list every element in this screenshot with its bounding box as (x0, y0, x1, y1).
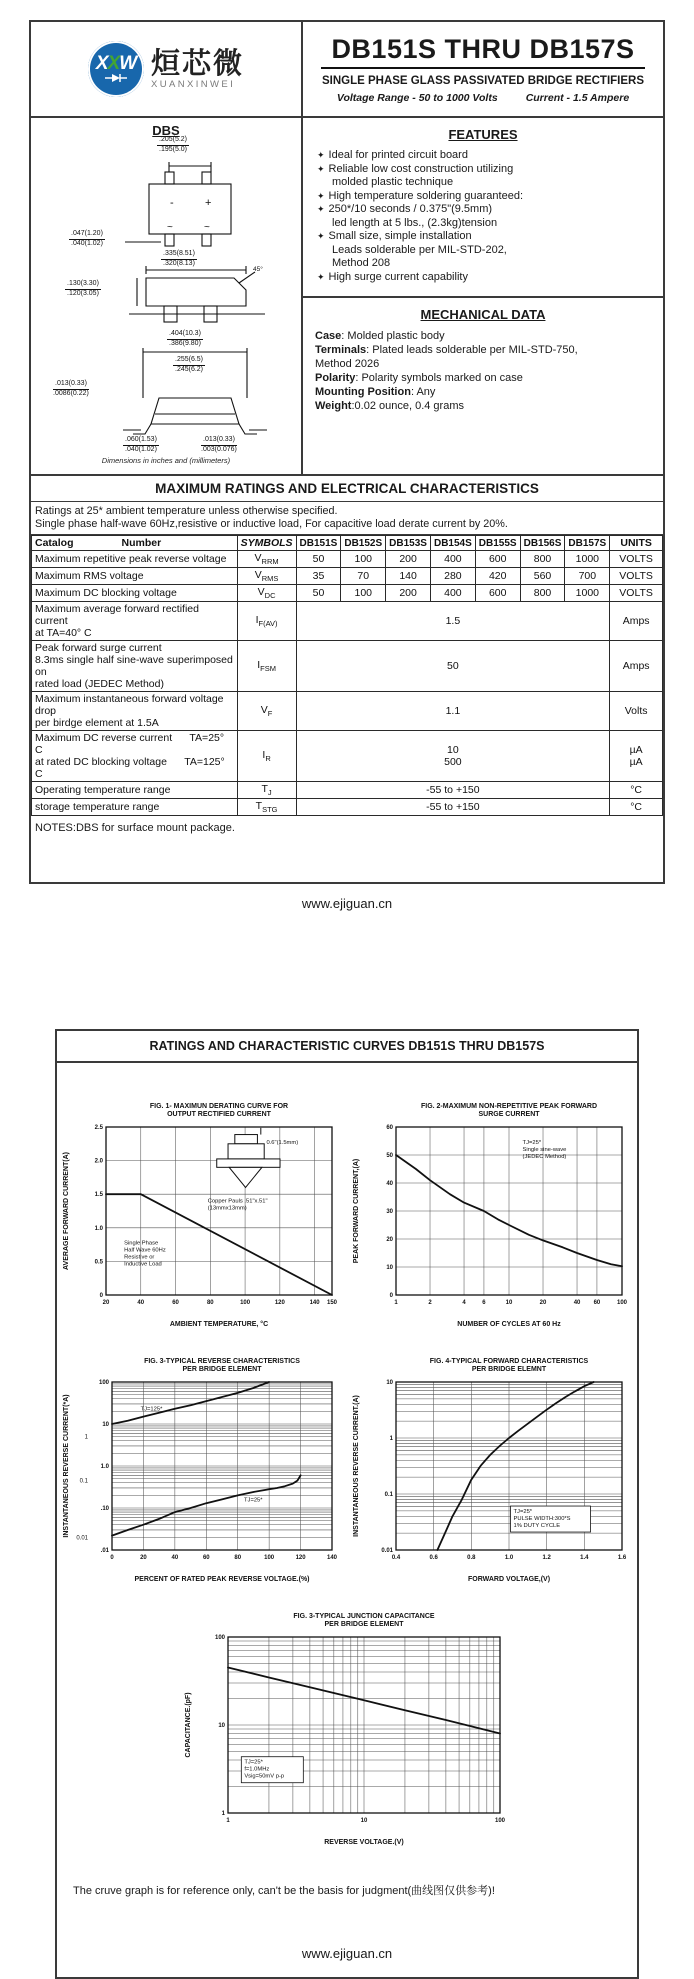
logo-mark-icon (88, 41, 144, 97)
svg-text:TJ=25*: TJ=25* (244, 1760, 263, 1767)
svg-text:1: 1 (389, 1436, 393, 1443)
svg-text:30: 30 (386, 1209, 393, 1216)
svg-text:FIG. 4-TYPICAL FORWARD CHARACT: FIG. 4-TYPICAL FORWARD CHARACTERISTICS (429, 1358, 589, 1366)
svg-text:0.01: 0.01 (381, 1548, 393, 1555)
feature-item: ✦ High temperature soldering guaranteed: (317, 189, 524, 202)
svg-text:150: 150 (326, 1300, 338, 1307)
header (31, 22, 663, 118)
features-title: FEATURES (448, 127, 518, 142)
svg-text:REVERSE VOLTAGE.(V): REVERSE VOLTAGE.(V) (324, 1839, 404, 1847)
dim-lead-thickness: .013(0.33) .0086(0.22) (53, 380, 89, 397)
ratings-condition-line: Ratings at 25* ambient temperature unless otherwise specified. (35, 505, 338, 517)
svg-text:6: 6 (482, 1300, 486, 1307)
value-cell: -55 to +150 (296, 782, 610, 799)
svg-text:100: 100 (264, 1555, 275, 1562)
bullet-icon: ✦ (317, 163, 325, 174)
footnote: NOTES:DBS for surface mount package. (35, 822, 235, 835)
svg-text:100: 100 (98, 1380, 109, 1387)
param-cell: storage temperature range (32, 799, 238, 816)
param-cell: Peak forward surge current 8.3ms single half sine-wave superimposed on rated load (JEDEC Method) (32, 641, 238, 692)
symbol-cell: $I_{F(AV)}$ (237, 602, 296, 641)
title-underline (321, 67, 644, 70)
datasheet-page-1 (29, 20, 665, 884)
current-rating: Current - 1.5 Ampere (525, 92, 630, 105)
company-logo (31, 22, 303, 116)
table-row (32, 551, 663, 568)
svg-text:INSTANTANEOUS REVERSE CURRENT.: INSTANTANEOUS REVERSE CURRENT.(A) (353, 1395, 360, 1538)
svg-text:2: 2 (428, 1300, 432, 1307)
value-cell: 600 (475, 585, 520, 602)
title-block (303, 22, 663, 116)
svg-text:120: 120 (274, 1300, 285, 1307)
mechanical-data-line: Method 2026 (315, 358, 380, 370)
unit-cell: °C (610, 782, 663, 799)
svg-text:20: 20 (386, 1237, 393, 1244)
fig4-chart (350, 1352, 634, 1584)
svg-text:0.1: 0.1 (384, 1492, 393, 1499)
svg-text:1.4: 1.4 (580, 1555, 589, 1562)
svg-text:TJ=125*: TJ=125* (140, 1407, 163, 1414)
col-header-part: DB155S (475, 536, 520, 551)
svg-text:2.5: 2.5 (94, 1125, 103, 1132)
mechanical-data-line: Polarity: Polarity symbols marked on case (315, 372, 523, 384)
package-outline-drawing (31, 162, 301, 452)
svg-text:FIG. 3-TYPICAL REVERSE CHARACT: FIG. 3-TYPICAL REVERSE CHARACTERISTICS (144, 1358, 300, 1366)
unit-cell: VOLTS (610, 551, 663, 568)
svg-text:PERCENT OF RATED PEAK REVERSE: PERCENT OF RATED PEAK REVERSE VOLTAGE.(%) (134, 1576, 310, 1584)
table-row (32, 585, 663, 602)
svg-text:0.6"(1.5mm): 0.6"(1.5mm) (266, 1140, 299, 1147)
value-cell: 35 (296, 568, 341, 585)
svg-text:AVERAGE FORWARD CURRENT(A): AVERAGE FORWARD CURRENT(A) (63, 1152, 70, 1271)
value-cell: 50 (296, 641, 610, 692)
symbol-cell: $T_{STG}$ (237, 799, 296, 816)
dim-pin-width: .047(1.20) .040(1.02) (71, 230, 103, 247)
middle-section (31, 118, 663, 476)
svg-text:Single sine-wave: Single sine-wave (522, 1147, 567, 1154)
bullet-icon: ✦ (317, 204, 325, 214)
fig5 (182, 1607, 512, 1852)
table-header-row (32, 536, 663, 551)
feature-item: Method 208 (332, 257, 391, 269)
table-row (32, 641, 663, 692)
svg-text:.01: .01 (100, 1548, 109, 1555)
unit-cell: Volts (610, 692, 663, 731)
diode-icon (104, 73, 128, 83)
svg-text:1.6: 1.6 (617, 1555, 627, 1562)
features-section (303, 118, 663, 298)
bullet-icon: ✦ (317, 271, 325, 282)
svg-text:0.01: 0.01 (76, 1535, 88, 1542)
svg-text:PER BRIDGE ELEMENT: PER BRIDGE ELEMENT (324, 1621, 404, 1629)
col-header-units: UNITS (610, 536, 663, 551)
fig1 (60, 1097, 344, 1334)
col-header-catalog: Catalog Number (32, 536, 238, 551)
svg-text:f=1.0MHz: f=1.0MHz (244, 1767, 270, 1774)
value-cell: 800 (520, 551, 565, 568)
drawing-caption: Dimensions in inches and (millimeters) (101, 456, 231, 465)
col-header-part: DB152S (341, 536, 386, 551)
value-cell: 800 (520, 585, 565, 602)
svg-text:Inductive Load: Inductive Load (124, 1262, 162, 1269)
svg-text:140: 140 (309, 1300, 320, 1307)
value-cell: 10 500 (296, 731, 610, 782)
svg-text:120: 120 (295, 1555, 306, 1562)
svg-text:80: 80 (206, 1300, 214, 1307)
svg-text:40: 40 (386, 1181, 393, 1188)
svg-text:FIG. 2-MAXIMUM NON-REPETITIVE: FIG. 2-MAXIMUM NON-REPETITIVE PEAK FORWARD (420, 1103, 598, 1111)
value-cell: 700 (565, 568, 610, 585)
svg-text:20: 20 (539, 1300, 547, 1307)
svg-text:Half Wave 60Hz: Half Wave 60Hz (124, 1248, 166, 1255)
unit-cell: µA µA (610, 731, 663, 782)
dim-pin-pitch: .205(5.2) .195(5.0) (159, 136, 188, 153)
svg-text:1: 1 (84, 1435, 88, 1442)
svg-text:OUTPUT RECTIFIED CURRENT: OUTPUT RECTIFIED CURRENT (167, 1111, 271, 1119)
feature-item: molded plastic technique (332, 176, 454, 188)
fig1-chart (60, 1097, 344, 1329)
page-title: DB151S THRU DB157S (331, 33, 635, 64)
svg-text:40: 40 (137, 1300, 145, 1307)
value-cell: 400 (430, 585, 475, 602)
value-cell: 420 (475, 568, 520, 585)
col-header-part: DB157S (565, 536, 610, 551)
mechanical-data-section (303, 298, 663, 423)
dim-body-top-width: .255(6.5) .245(6.2) (175, 356, 204, 373)
ac-mark-1: ~ (167, 222, 173, 233)
symbol-cell: $V_{DC}$ (237, 585, 296, 602)
mechanical-data-line: Weight:0.02 ounce, 0.4 grams (315, 400, 464, 412)
value-cell: 1.1 (296, 692, 610, 731)
ratings-table (31, 535, 663, 816)
svg-text:(JEDEC Method): (JEDEC Method) (522, 1154, 567, 1161)
svg-text:INSTANTANEOUS REVERSE CURRENT(: INSTANTANEOUS REVERSE CURRENT(*A) (63, 1394, 70, 1539)
svg-text:10: 10 (386, 1380, 393, 1387)
svg-text:60: 60 (593, 1300, 601, 1307)
svg-text:TJ=25*: TJ=25* (244, 1497, 263, 1504)
value-cell: 1.5 (296, 602, 610, 641)
feature-item: ✦ Ideal for printed circuit board (317, 149, 468, 161)
param-cell: Maximum average forward rectified current at TA=40° C (32, 602, 238, 641)
col-header-symbols: SYMBOLS (237, 536, 296, 551)
dim-lead-width: .060(1.53) .040(1.02) (125, 436, 157, 453)
mech-list (315, 329, 651, 413)
param-cell: Maximum DC blocking voltage (32, 585, 238, 602)
svg-text:0.1: 0.1 (79, 1479, 88, 1486)
bullet-icon: ✦ (317, 231, 325, 241)
svg-text:Single Phase: Single Phase (124, 1241, 159, 1248)
ratings-section-title: MAXIMUM RATINGS AND ELECTRICAL CHARACTERISTICS (31, 476, 663, 502)
col-header-part: DB154S (430, 536, 475, 551)
subtitle: SINGLE PHASE GLASS PASSIVATED BRIDGE RECTIFIERS (321, 75, 645, 88)
fig5-chart (182, 1607, 512, 1847)
package-drawing (31, 118, 303, 474)
symbol-cell: $T_J$ (237, 782, 296, 799)
value-cell: 560 (520, 568, 565, 585)
col-header-part: DB156S (520, 536, 565, 551)
value-cell: 200 (386, 585, 431, 602)
svg-text:0.5: 0.5 (94, 1259, 103, 1266)
value-cell: 140 (386, 568, 431, 585)
svg-text:PULSE WIDTH:300*S: PULSE WIDTH:300*S (513, 1516, 571, 1523)
svg-text:1.0: 1.0 (504, 1555, 514, 1562)
svg-text:100: 100 (214, 1635, 225, 1642)
svg-text:NUMBER OF CYCLES AT 60 Hz: NUMBER OF CYCLES AT 60 Hz (457, 1321, 561, 1329)
symbol-cell: $V_{RMS}$ (237, 568, 296, 585)
svg-text:1: 1 (221, 1811, 225, 1818)
logo-letters: XXW (95, 53, 137, 74)
table-row (32, 799, 663, 816)
ratings-conditions (31, 502, 663, 535)
dim-body-width: .335(8.51) .320(8.13) (163, 250, 195, 267)
curves-page-title: RATINGS AND CHARACTERISTIC CURVES DB151S THRU DB157S (57, 1031, 637, 1063)
svg-text:SURGE CURRENT: SURGE CURRENT (478, 1111, 540, 1119)
svg-text:1.0: 1.0 (94, 1226, 103, 1233)
table-row (32, 731, 663, 782)
svg-text:40: 40 (573, 1300, 581, 1307)
svg-text:0: 0 (110, 1555, 114, 1562)
value-cell: 400 (430, 551, 475, 568)
svg-text:10: 10 (102, 1422, 109, 1429)
curves-page (55, 1029, 639, 1979)
ratings-summary (337, 92, 629, 104)
polarity-minus-mark: - (170, 197, 174, 209)
charts-grid (57, 1063, 637, 1852)
ac-mark-2: ~ (204, 222, 210, 233)
param-cell: Operating temperature range (32, 782, 238, 799)
svg-text:4: 4 (462, 1300, 466, 1307)
svg-text:1.2: 1.2 (542, 1555, 551, 1562)
fig2-chart (350, 1097, 634, 1329)
value-cell: 70 (341, 568, 386, 585)
svg-text:100: 100 (616, 1300, 628, 1307)
svg-text:PER BRIDGE ELEMENT: PER BRIDGE ELEMENT (182, 1366, 262, 1374)
svg-text:10: 10 (360, 1818, 368, 1825)
value-cell: -55 to +150 (296, 799, 610, 816)
col-header-part: DB151S (296, 536, 341, 551)
svg-text:AMBIENT TEMPERATURE, °C: AMBIENT TEMPERATURE, °C (169, 1321, 269, 1329)
svg-text:PER BRIDGE ELEMNT: PER BRIDGE ELEMNT (471, 1366, 547, 1374)
svg-text:40: 40 (171, 1555, 179, 1562)
value-cell: 100 (341, 551, 386, 568)
svg-text:PEAK FORWARD CURRENT,(A): PEAK FORWARD CURRENT,(A) (353, 1159, 360, 1264)
value-cell: 600 (475, 551, 520, 568)
svg-text:60: 60 (202, 1555, 210, 1562)
symbol-cell: $V_{RRM}$ (237, 551, 296, 568)
value-cell: 1000 (565, 551, 610, 568)
bullet-icon: ✦ (317, 190, 325, 201)
table-row (32, 568, 663, 585)
right-column (303, 118, 663, 474)
logo-english-name: XUANXINWEI (150, 78, 236, 90)
svg-text:1.5: 1.5 (94, 1192, 103, 1199)
value-cell: 50 (296, 585, 341, 602)
svg-text:Resistive or: Resistive or (124, 1255, 155, 1262)
svg-text:TJ=25*: TJ=25* (513, 1509, 533, 1516)
feature-item: ✦ Small size, simple installation (317, 230, 472, 242)
disclaimer-text: The cruve graph is for reference only, can't be the basis for judgment(曲线图仅供参考)! (73, 1885, 495, 1898)
svg-text:10: 10 (218, 1723, 225, 1730)
svg-text:0.6: 0.6 (429, 1555, 438, 1562)
bullet-icon: ✦ (317, 150, 325, 160)
package-name: DBS (152, 123, 180, 138)
unit-cell: VOLTS (610, 585, 663, 602)
svg-text:(13mmx13mm): (13mmx13mm) (207, 1206, 247, 1213)
svg-text:60: 60 (386, 1125, 393, 1132)
feature-item: ✦ High surge current capability (317, 270, 468, 283)
value-cell: 1000 (565, 585, 610, 602)
svg-text:140: 140 (326, 1555, 338, 1562)
unit-cell: Amps (610, 641, 663, 692)
svg-text:TJ=25*: TJ=25* (522, 1140, 542, 1147)
symbol-cell: $I_{FSM}$ (237, 641, 296, 692)
logo-chinese-name: 烜芯微 (150, 47, 244, 80)
dim-body-height: .130(3.30) .120(3.05) (67, 280, 99, 297)
features-list (317, 149, 649, 284)
svg-text:100: 100 (240, 1300, 251, 1307)
unit-cell: Amps (610, 602, 663, 641)
svg-text:1.0: 1.0 (100, 1464, 109, 1471)
website-link[interactable]: www.ejiguan.cn (301, 1946, 393, 1962)
param-cell: Maximum repetitive peak reverse voltage (32, 551, 238, 568)
svg-text:10: 10 (386, 1265, 393, 1272)
svg-text:0.4: 0.4 (391, 1555, 401, 1562)
unit-cell: °C (610, 799, 663, 816)
unit-cell: VOLTS (610, 568, 663, 585)
svg-text:CAPACITANCE.(pF): CAPACITANCE.(pF) (185, 1692, 192, 1759)
fig3 (60, 1352, 344, 1589)
svg-text:20: 20 (102, 1300, 110, 1307)
voltage-range: Voltage Range - 50 to 1000 Volts (336, 92, 498, 105)
table-row (32, 782, 663, 799)
svg-text:FORWARD VOLTAGE,(V): FORWARD VOLTAGE,(V) (467, 1576, 551, 1584)
svg-text:1: 1 (226, 1818, 230, 1825)
svg-text:0.8: 0.8 (467, 1555, 476, 1562)
svg-text:FIG. 1- MAXIMUN DERATING CURVE: FIG. 1- MAXIMUN DERATING CURVE FOR (149, 1103, 289, 1111)
svg-text:80: 80 (234, 1555, 242, 1562)
svg-text:2.0: 2.0 (94, 1159, 103, 1166)
svg-text:50: 50 (386, 1153, 393, 1160)
website-link[interactable]: www.ejiguan.cn (301, 896, 393, 912)
feature-item: led length at 5 lbs., (2.3kg)tension (332, 216, 498, 229)
dim-overall-width: .404(10.3) .386(9.80) (169, 330, 201, 347)
svg-text:60: 60 (172, 1300, 179, 1307)
svg-text:Copper Pauls .51"x.51": Copper Pauls .51"x.51" (207, 1199, 268, 1206)
feature-item: ✦ 250*/10 seconds / 0.375"(9.5mm) (317, 203, 493, 215)
param-cell: Maximum instantaneous forward voltage drop per birdge element at 1.5A (32, 692, 238, 731)
svg-text:0: 0 (389, 1293, 393, 1300)
ratings-condition-line: Single phase half-wave 60Hz,resistive or inductive load, For capacitive load derate current by 20%. (35, 518, 508, 530)
svg-text:.10: .10 (100, 1506, 109, 1513)
svg-text:FIG. 3-TYPICAL JUNCTION CAPACI: FIG. 3-TYPICAL JUNCTION CAPACITANCE (293, 1613, 435, 1621)
symbol-cell: $I_R$ (237, 731, 296, 782)
table-row (32, 602, 663, 641)
svg-text:10: 10 (505, 1300, 513, 1307)
value-cell: 50 (296, 551, 341, 568)
table-row (32, 692, 663, 731)
fig3-chart (60, 1352, 344, 1584)
fig2 (350, 1097, 634, 1334)
svg-text:Vsig=50mV p-p: Vsig=50mV p-p (244, 1774, 285, 1781)
dim-chamfer-angle: 45° (253, 266, 263, 273)
logo-text (151, 49, 244, 90)
param-cell: Maximum DC reverse current TA=25° C at rated DC blocking voltage TA=125° C (32, 731, 238, 782)
fig4 (350, 1352, 634, 1589)
dim-standoff: .013(0.33) .003(0.076) (201, 436, 237, 453)
feature-item: Leads solderable per MIL-STD-202, (332, 243, 507, 256)
svg-text:1: 1 (394, 1300, 398, 1307)
value-cell: 100 (341, 585, 386, 602)
mechanical-data-line: Terminals: Plated leads solderable per MIL-STD-750, (315, 344, 578, 356)
svg-text:100: 100 (494, 1818, 506, 1825)
value-cell: 280 (430, 568, 475, 585)
symbol-cell: $V_F$ (237, 692, 296, 731)
mechanical-data-line: Case: Molded plastic body (315, 330, 445, 342)
feature-item: ✦ Reliable low cost construction utilizing (317, 162, 514, 175)
param-cell: Maximum RMS voltage (32, 568, 238, 585)
value-cell: 200 (386, 551, 431, 568)
svg-text:0: 0 (99, 1293, 103, 1300)
svg-text:1% DUTY CYCLE: 1% DUTY CYCLE (513, 1523, 561, 1530)
mechanical-data-title: MECHANICAL DATA (420, 307, 546, 322)
polarity-plus-mark: + (205, 197, 212, 209)
mechanical-data-line: Mounting Position: Any (315, 386, 436, 398)
col-header-part: DB153S (386, 536, 431, 551)
svg-text:20: 20 (140, 1555, 147, 1562)
